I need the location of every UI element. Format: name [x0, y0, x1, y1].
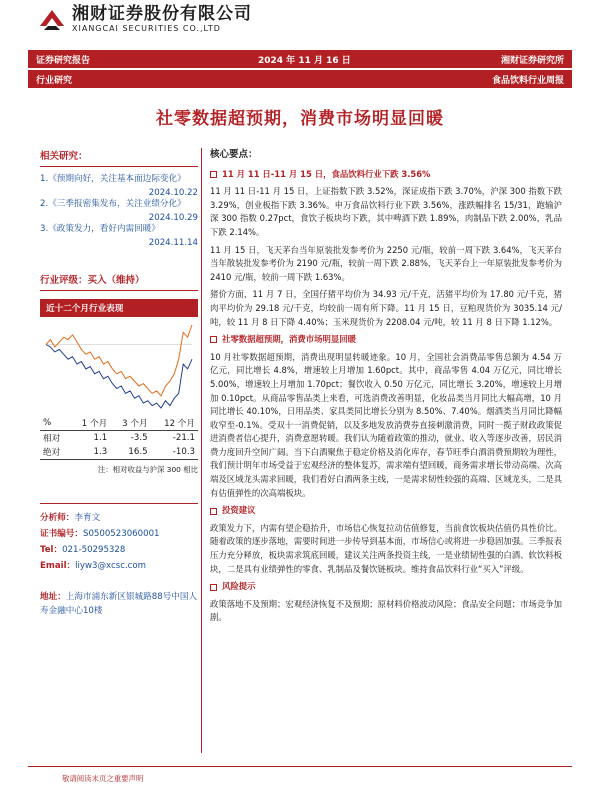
xiangcai-logo-icon: [38, 6, 66, 34]
key-points-title: 核心要点：: [210, 149, 258, 160]
chart-title: 近十二个月行业表现: [40, 299, 198, 317]
paragraph: 11 月 11 日-11 月 15 日，上证指数下跌 3.52%，深证成指下跌 3.70%，沪深 300 指数下跌 3.29%，创业板指下跌 3.36%。申万食品饮料行业下跌 3.56%，涨跌幅排名 15/31，跑输沪深 300 指数 0.27pct，食饮子板块均下跌，其中啤酒下跌 1.89%，肉制品下跌 2.00%，乳品下跌 2.14%。: [210, 186, 562, 237]
subheading: 风险提示: [210, 580, 562, 594]
paragraph: 猪价方面，11 月 7 日，全国仔猪平均价为 34.93 元/千克，活猪平均价为 17.80 元/千克，猪肉平均价为 29.18 元/千克，均较前一周有所下降。11 月 15 日，豆粕现货价为 3035.14 元/吨，较 11 月 8 日下降 4.40%；玉米现货价为 2208.04 元/吨，较 11 月 8 日下降 1.12%。: [210, 289, 562, 327]
square-bullet-icon: [210, 171, 217, 178]
paragraph: 11 月 15 日，飞天茅台当年原装批发参考价为 2250 元/瓶，较前一周下跌 3.64%，飞天茅台当年散装批发参考价为 2190 元/瓶，较前一周下跌 2.88%，飞天茅台上一年原装批发参考价为 2410 元/瓶，较前一周下跌 1.63%。: [210, 244, 562, 282]
company-name-cn: 湘财证券股份有限公司: [72, 4, 252, 24]
table-header: 1 个月: [70, 416, 110, 431]
report-title: 社零数据超预期，消费市场明显回暖: [156, 109, 444, 129]
report-series: 食品饮料行业周报: [491, 76, 564, 86]
certificate-row: 证书编号：S0500523060001: [40, 529, 160, 539]
divider: [40, 166, 198, 167]
research-category: 行业研究: [36, 76, 73, 86]
divider: [40, 503, 198, 504]
paragraph: 政策发力下，内需有望企稳抬升，市场信心恢复拉动估值修复，当前食饮板块估值仍具性价比。随着政策的逐步落地，需要时间进一步传导到基本面，市场信心或将进一步稳固加强。三季报表压力充分释放，板块需求筑底回暖，建议关注两条投资主线，一是业绩韧性强的白酒、软饮料板块，二是具有业绩弹性的零食、乳制品及餐饮链板块。维持食品饮料行业“买入”评级。: [210, 522, 562, 574]
report-date: 2024 年 11 月 16 日: [258, 56, 351, 66]
table-row: 相对 1.1 -3.5 -21.1: [43, 433, 195, 444]
series-line-1: [46, 325, 192, 396]
performance-table: [40, 416, 198, 460]
related-item[interactable]: 1.《预期向好，关注基本面边际变化》 2024.10.22: [40, 174, 198, 198]
series-line-0: [46, 345, 192, 409]
page-footer: [28, 766, 572, 784]
email-row[interactable]: Email：liyw3@xcsc.com: [40, 561, 147, 571]
header-bar-top: [28, 50, 572, 68]
paragraph: 政策落地不及预期；宏观经济恢复不及预期；原材料价格波动风险；食品安全问题；市场竞争加剧。: [210, 598, 562, 623]
disclaimer-note: 敬请阅读末页之重要声明: [62, 774, 144, 783]
table-note: 注：相对收益与沪深 300 相比: [97, 465, 198, 474]
institute-name: 湘财证券研究所: [500, 56, 564, 66]
divider: [40, 290, 198, 291]
table-header: 3 个月: [110, 416, 150, 431]
page-header: [0, 0, 600, 40]
table-header: 12 个月: [151, 416, 198, 431]
performance-line-chart: [40, 319, 198, 414]
table-row: 绝对 1.3 16.5 -10.3: [40, 445, 198, 460]
analyst-info: [40, 510, 198, 574]
table-header: %: [40, 416, 70, 431]
industry-rating: 行业评级：买入（维持）: [40, 275, 145, 286]
square-bullet-icon: [210, 336, 217, 343]
related-item[interactable]: 2.《三季报密集发布，关注业绩分化》 2024.10.29: [40, 199, 198, 223]
square-bullet-icon: [210, 584, 217, 591]
divider: [28, 766, 572, 767]
header-bar-bottom: [28, 70, 572, 88]
tel-row: Tel：021-50295328: [40, 545, 126, 555]
subheading: 社零数据超预期，消费市场明显回暖: [210, 333, 562, 347]
paragraph: 10 月社零数据超预期，消费出现明显转暖迹象。10 月，全国社会消费品零售总额为 4.54 万亿元，同比增长 4.8%，增速较上月增加 1.60pct。其中，商品零售 4.04 万亿元，同比增长 5.00%，增速较上月增加 1.70pct；餐饮收入 0.50 万亿元，同比增长 3.20%，增速较上月增加 0.10pct。从商品零售品类上来看，可选消费改善明显，化妆品类当月同比大幅高增，10 月同比增长 40.10%，日用品类、家具类同比增长分别为 8.50%、7.40%。烟酒类当月同比降幅收窄至-0.1%。受双十一消费促销，以及多地发放消费券直接刺激消费，同时一揽子财政政策促进消费者信心提升，消费意愿转暖。我们认为随着政策的推动，就业、收入等逐步改善，居民消费力度回升空间广阔。当下白酒聚焦于稳定价格及消化库存，春节旺季白酒消费预期较为理性，我们预计明年市场受益于宏观经济的整体复苏，需求端有望回暖，商务需求增长带动高端、次高端及区域龙头需求回暖，我们看好白酒两条主线，一是需求韧性较强的高端、区域龙头，二是具有估值弹性的次高端板块。: [210, 351, 562, 498]
column-divider: [201, 148, 202, 753]
related-research-title: 相关研究：: [40, 151, 88, 162]
address: 地址：上海市浦东新区银城路88号中国人寿金融中心10楼: [40, 592, 198, 616]
related-item[interactable]: 3.《政策发力，看好内需回暖》 2024.11.14: [40, 224, 198, 248]
square-bullet-icon: [210, 508, 217, 515]
key-points: [210, 148, 562, 629]
report-type: 证券研究报告: [36, 56, 91, 66]
company-name-en: XIANGCAI SECURITIES CO.,LTD: [72, 24, 221, 33]
subheading: 投资建议: [210, 504, 562, 518]
performance-chart-box: [40, 299, 198, 475]
email-link[interactable]: liyw3@xcsc.com: [75, 561, 147, 571]
left-sidebar: [40, 148, 198, 618]
analyst-name-row: 分析师：李育文: [40, 513, 101, 523]
subheading: 11 月 11 日-11 月 15 日，食品饮料行业下跌 3.56%: [210, 168, 562, 182]
company-logo: [38, 5, 252, 34]
